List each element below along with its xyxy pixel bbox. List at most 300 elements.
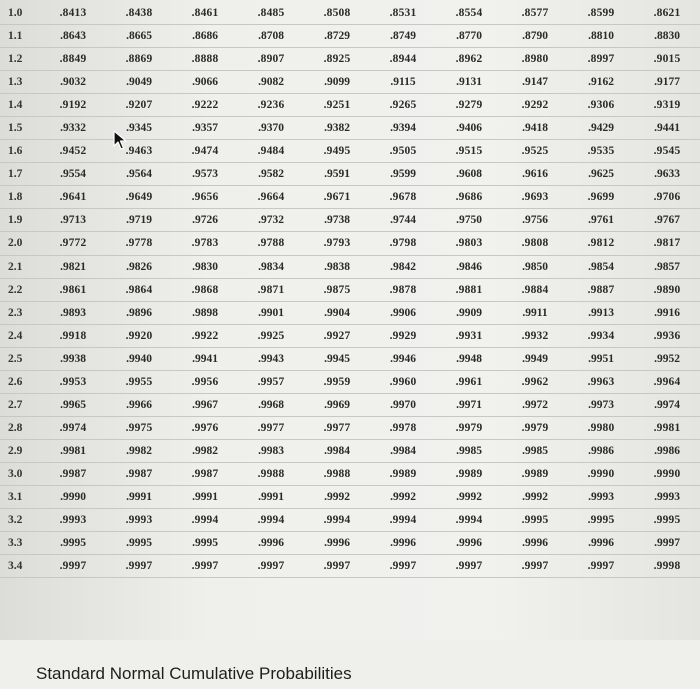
probability-cell: .9608 — [456, 168, 482, 181]
probability-cell: .9966 — [126, 398, 152, 411]
probability-cell: .9961 — [455, 375, 483, 388]
probability-cell: .9898 — [192, 306, 218, 319]
probability-cell: .9974 — [59, 421, 87, 434]
probability-cell: .8643 — [60, 30, 86, 43]
probability-cell: .9989 — [455, 467, 483, 480]
probability-cell: .9953 — [59, 375, 87, 388]
z-value-cell: 2.8 — [8, 421, 23, 434]
table-row — [0, 163, 700, 186]
probability-cell: .9495 — [323, 145, 351, 158]
probability-cell: .9778 — [125, 237, 153, 250]
probability-cell: .9706 — [653, 191, 681, 204]
probability-cell: .9987 — [191, 467, 219, 480]
probability-cell: .9909 — [456, 306, 482, 319]
z-value-cell: 2.5 — [8, 352, 23, 365]
probability-cell: .9162 — [588, 76, 614, 89]
probability-cell: .9744 — [390, 214, 416, 227]
probability-cell: .8708 — [258, 30, 284, 43]
probability-cell: .9969 — [324, 398, 350, 411]
probability-cell: .9994 — [191, 514, 219, 527]
probability-cell: .9875 — [323, 283, 351, 296]
probability-cell: .9738 — [324, 214, 350, 227]
probability-cell: .9986 — [654, 444, 680, 457]
probability-cell: .9952 — [654, 352, 680, 365]
probability-cell: .9535 — [587, 145, 615, 158]
probability-cell: .9931 — [455, 329, 483, 342]
probability-cell: .9406 — [456, 122, 482, 135]
probability-cell: .8962 — [455, 53, 483, 66]
probability-cell: .9429 — [588, 122, 614, 135]
table-row — [0, 347, 700, 370]
probability-cell: .9582 — [258, 168, 284, 181]
probability-cell: .9997 — [587, 560, 615, 573]
probability-cell: .9984 — [324, 444, 350, 457]
probability-cell: .9945 — [324, 352, 350, 365]
probability-cell: .9772 — [59, 237, 87, 250]
probability-cell: .9591 — [324, 168, 350, 181]
probability-cell: .9732 — [258, 214, 284, 227]
probability-cell: .9808 — [521, 237, 549, 250]
probability-cell: .9842 — [390, 260, 416, 273]
probability-cell: .8944 — [389, 53, 417, 66]
table-row — [0, 555, 700, 578]
probability-cell: .8869 — [125, 53, 153, 66]
probability-cell: .9995 — [521, 514, 549, 527]
probability-cell: .9871 — [257, 283, 285, 296]
probability-cell: .9817 — [653, 237, 681, 250]
probability-cell: .9418 — [522, 122, 548, 135]
probability-cell: .9693 — [521, 191, 549, 204]
probability-cell: .9963 — [587, 375, 615, 388]
standard-normal-table — [0, 2, 700, 578]
probability-cell: .9394 — [390, 122, 416, 135]
probability-cell: .8810 — [588, 30, 614, 43]
z-value-cell: 2.1 — [8, 260, 23, 273]
z-value-cell: 1.7 — [8, 168, 23, 181]
probability-cell: .9893 — [60, 306, 86, 319]
z-value-cell: 1.6 — [8, 145, 23, 158]
probability-cell: .8888 — [191, 53, 219, 66]
probability-cell: .9971 — [456, 398, 482, 411]
probability-cell: .9997 — [455, 560, 483, 573]
probability-cell: .9997 — [521, 560, 549, 573]
probability-cell: .9649 — [125, 191, 153, 204]
probability-cell: .9992 — [390, 491, 416, 503]
probability-cell: .9505 — [389, 145, 417, 158]
probability-cell: .9985 — [456, 444, 482, 457]
probability-cell: .9906 — [390, 306, 416, 319]
z-value-cell: 1.0 — [8, 7, 23, 20]
probability-cell: .9671 — [323, 191, 351, 204]
probability-cell: .9996 — [324, 537, 350, 550]
probability-cell: .9463 — [125, 145, 153, 158]
probability-cell: .9938 — [60, 352, 86, 365]
probability-cell: .9988 — [323, 467, 351, 480]
z-value-cell: 3.1 — [8, 491, 23, 503]
probability-cell: .8686 — [192, 30, 218, 43]
probability-cell: .9989 — [389, 467, 417, 480]
probability-cell: .9830 — [192, 260, 218, 273]
probability-cell: .9997 — [125, 560, 153, 573]
probability-cell: .9955 — [125, 375, 153, 388]
probability-cell: .9990 — [653, 467, 681, 480]
probability-cell: .9996 — [588, 537, 614, 550]
z-value-cell: 2.7 — [8, 398, 23, 411]
probability-cell: .9878 — [389, 283, 417, 296]
probability-cell: .9115 — [390, 76, 416, 89]
probability-cell: .9484 — [257, 145, 285, 158]
probability-cell: .9812 — [587, 237, 615, 250]
probability-cell: .9943 — [258, 352, 284, 365]
probability-cell: .9798 — [389, 237, 417, 250]
probability-cell: .9918 — [59, 329, 87, 342]
table-row — [0, 509, 700, 532]
probability-cell: .8790 — [522, 30, 548, 43]
probability-cell: .9913 — [588, 306, 614, 319]
probability-cell: .9838 — [324, 260, 350, 273]
probability-cell: .9989 — [521, 467, 549, 480]
probability-cell: .9996 — [258, 537, 284, 550]
probability-cell: .9992 — [456, 491, 482, 503]
z-value-cell: 2.0 — [8, 237, 23, 250]
probability-cell: .9997 — [191, 560, 219, 573]
probability-cell: .9992 — [522, 491, 548, 503]
probability-cell: .9678 — [389, 191, 417, 204]
probability-cell: .8485 — [257, 7, 285, 20]
table-row — [0, 324, 700, 347]
probability-cell: .9599 — [390, 168, 416, 181]
probability-cell: .9983 — [258, 444, 284, 457]
probability-cell: .9854 — [588, 260, 614, 273]
probability-cell: .9177 — [654, 76, 680, 89]
probability-cell: .9927 — [323, 329, 351, 342]
probability-cell: .9925 — [257, 329, 285, 342]
probability-cell: .9265 — [389, 99, 417, 112]
probability-cell: .9982 — [192, 444, 218, 457]
probability-cell: .9793 — [323, 237, 351, 250]
z-value-cell: 1.8 — [8, 191, 23, 204]
probability-cell: .9997 — [389, 560, 417, 573]
probability-cell: .9306 — [587, 99, 615, 112]
probability-cell: .8770 — [456, 30, 482, 43]
probability-cell: .9345 — [126, 122, 152, 135]
z-value-cell: 3.4 — [8, 560, 23, 573]
z-value-cell: 2.6 — [8, 375, 23, 388]
probability-cell: .9881 — [455, 283, 483, 296]
probability-cell: .9994 — [455, 514, 483, 527]
probability-cell: .9997 — [323, 560, 351, 573]
probability-cell: .9625 — [588, 168, 614, 181]
probability-cell: .9934 — [587, 329, 615, 342]
probability-cell: .9750 — [456, 214, 482, 227]
table-row — [0, 2, 700, 25]
probability-cell: .9656 — [191, 191, 219, 204]
probability-cell: .9887 — [587, 283, 615, 296]
probability-cell: .9977 — [323, 421, 351, 434]
z-value-cell: 2.9 — [8, 444, 23, 457]
probability-cell: .9981 — [653, 421, 681, 434]
probability-cell: .9370 — [258, 122, 284, 135]
probability-cell: .9994 — [323, 514, 351, 527]
probability-cell: .9192 — [59, 99, 87, 112]
probability-cell: .9788 — [257, 237, 285, 250]
table-row — [0, 209, 700, 232]
probability-cell: .9977 — [257, 421, 285, 434]
probability-cell: .9941 — [192, 352, 218, 365]
probability-cell: .9474 — [191, 145, 219, 158]
table-row — [0, 186, 700, 209]
probability-cell: .9996 — [456, 537, 482, 550]
table-row — [0, 140, 700, 163]
probability-cell: .9884 — [521, 283, 549, 296]
probability-cell: .9991 — [126, 491, 152, 503]
table-row — [0, 94, 700, 117]
probability-cell: .9995 — [653, 514, 681, 527]
probability-cell: .9756 — [522, 214, 548, 227]
probability-cell: .9834 — [258, 260, 284, 273]
probability-cell: .8554 — [455, 7, 483, 20]
probability-cell: .9890 — [653, 283, 681, 296]
probability-cell: .8980 — [521, 53, 549, 66]
probability-cell: .9985 — [522, 444, 548, 457]
probability-cell: .9996 — [390, 537, 416, 550]
probability-cell: .9987 — [125, 467, 153, 480]
probability-cell: .9573 — [192, 168, 218, 181]
table-row — [0, 117, 700, 140]
probability-cell: .8461 — [191, 7, 219, 20]
probability-cell: .9032 — [60, 76, 86, 89]
z-value-cell: 3.0 — [8, 467, 23, 480]
probability-cell: .9099 — [324, 76, 350, 89]
probability-cell: .9207 — [125, 99, 153, 112]
probability-cell: .9956 — [191, 375, 219, 388]
probability-cell: .9916 — [654, 306, 680, 319]
probability-cell: .9920 — [125, 329, 153, 342]
probability-cell: .9868 — [191, 283, 219, 296]
probability-cell: .8438 — [125, 7, 153, 20]
probability-cell: .9441 — [654, 122, 680, 135]
probability-cell: .9904 — [324, 306, 350, 319]
probability-cell: .9932 — [521, 329, 549, 342]
probability-cell: .9525 — [521, 145, 549, 158]
z-value-cell: 1.3 — [8, 76, 23, 89]
probability-cell: .9948 — [456, 352, 482, 365]
probability-cell: .9949 — [522, 352, 548, 365]
probability-cell: .9936 — [653, 329, 681, 342]
table-row — [0, 370, 700, 393]
probability-cell: .9641 — [59, 191, 87, 204]
probability-cell: .9545 — [653, 145, 681, 158]
table-row — [0, 255, 700, 278]
z-value-cell: 1.9 — [8, 214, 23, 227]
probability-cell: .9978 — [389, 421, 417, 434]
z-value-cell: 3.3 — [8, 537, 23, 550]
probability-cell: .9015 — [653, 53, 681, 66]
probability-cell: .9997 — [257, 560, 285, 573]
probability-cell: .9929 — [389, 329, 417, 342]
probability-cell: .8830 — [654, 30, 680, 43]
probability-cell: .9959 — [323, 375, 351, 388]
probability-cell: .8729 — [324, 30, 350, 43]
probability-cell: .9960 — [389, 375, 417, 388]
probability-cell: .9726 — [192, 214, 218, 227]
table-row — [0, 232, 700, 255]
probability-cell: .9975 — [125, 421, 153, 434]
probability-cell: .9699 — [587, 191, 615, 204]
probability-cell: .8749 — [390, 30, 416, 43]
z-value-cell: 2.3 — [8, 306, 23, 319]
probability-cell: .9957 — [257, 375, 285, 388]
probability-cell: .9761 — [588, 214, 614, 227]
probability-cell: .9515 — [455, 145, 483, 158]
table-row — [0, 48, 700, 71]
probability-cell: .9965 — [60, 398, 86, 411]
table-body — [0, 2, 700, 578]
probability-cell: .9686 — [455, 191, 483, 204]
probability-cell: .9826 — [126, 260, 152, 273]
probability-cell: .9993 — [125, 514, 153, 527]
probability-cell: .9972 — [522, 398, 548, 411]
probability-cell: .9994 — [389, 514, 417, 527]
probability-cell: .9066 — [192, 76, 218, 89]
probability-cell: .9452 — [59, 145, 87, 158]
probability-cell: .9382 — [324, 122, 350, 135]
probability-cell: .9970 — [390, 398, 416, 411]
probability-cell: .9767 — [654, 214, 680, 227]
probability-cell: .9991 — [258, 491, 284, 503]
probability-cell: .9564 — [126, 168, 152, 181]
probability-cell: .8621 — [653, 7, 681, 20]
z-value-cell: 2.2 — [8, 283, 23, 296]
table-row — [0, 25, 700, 48]
probability-cell: .9864 — [125, 283, 153, 296]
probability-cell: .9222 — [191, 99, 219, 112]
probability-cell: .9332 — [60, 122, 86, 135]
probability-cell: .9992 — [324, 491, 350, 503]
probability-cell: .9783 — [191, 237, 219, 250]
probability-cell: .9664 — [257, 191, 285, 204]
probability-cell: .9996 — [522, 537, 548, 550]
probability-cell: .9236 — [257, 99, 285, 112]
probability-cell: .9279 — [455, 99, 483, 112]
probability-cell: .9993 — [588, 491, 614, 503]
probability-cell: .8531 — [389, 7, 417, 20]
probability-cell: .9968 — [258, 398, 284, 411]
probability-cell: .8599 — [587, 7, 615, 20]
probability-cell: .9131 — [456, 76, 482, 89]
probability-cell: .9896 — [126, 306, 152, 319]
probability-table-container — [0, 2, 700, 578]
probability-cell: .9980 — [587, 421, 615, 434]
table-row — [0, 278, 700, 301]
table-caption: Standard Normal Cumulative Probabilities — [36, 664, 352, 683]
probability-cell: .9803 — [455, 237, 483, 250]
probability-cell: .9974 — [654, 398, 680, 411]
probability-cell: .9967 — [192, 398, 218, 411]
probability-cell: .9861 — [59, 283, 87, 296]
probability-cell: .9082 — [258, 76, 284, 89]
probability-cell: .9554 — [60, 168, 86, 181]
z-value-cell: 3.2 — [8, 514, 23, 527]
table-row — [0, 462, 700, 485]
table-row — [0, 71, 700, 94]
probability-cell: .9993 — [59, 514, 87, 527]
probability-cell: .9973 — [588, 398, 614, 411]
probability-cell: .9922 — [191, 329, 219, 342]
probability-cell: .9049 — [126, 76, 152, 89]
z-value-cell: 1.2 — [8, 53, 23, 66]
probability-cell: .9964 — [653, 375, 681, 388]
z-value-cell: 1.1 — [8, 30, 23, 43]
mouse-pointer-icon — [113, 130, 127, 150]
probability-cell: .9911 — [522, 306, 548, 319]
z-value-cell: 1.4 — [8, 99, 23, 112]
probability-cell: .9319 — [653, 99, 681, 112]
table-row — [0, 416, 700, 439]
z-value-cell: 1.5 — [8, 122, 23, 135]
probability-cell: .9990 — [60, 491, 86, 503]
probability-cell: .9993 — [654, 491, 680, 503]
probability-cell: .8925 — [323, 53, 351, 66]
probability-cell: .9633 — [654, 168, 680, 181]
probability-cell: .9292 — [521, 99, 549, 112]
probability-cell: .8665 — [126, 30, 152, 43]
probability-cell: .9994 — [257, 514, 285, 527]
probability-cell: .9821 — [60, 260, 86, 273]
probability-cell: .9998 — [653, 560, 681, 573]
probability-cell: .9147 — [522, 76, 548, 89]
table-row — [0, 485, 700, 508]
probability-cell: .8413 — [59, 7, 87, 20]
probability-cell: .8997 — [587, 53, 615, 66]
probability-cell: .9990 — [587, 467, 615, 480]
probability-cell: .9616 — [522, 168, 548, 181]
probability-cell: .9946 — [390, 352, 416, 365]
table-row — [0, 439, 700, 462]
probability-cell: .9995 — [192, 537, 218, 550]
probability-cell: .9962 — [521, 375, 549, 388]
probability-cell: .9719 — [126, 214, 152, 227]
probability-cell: .9951 — [588, 352, 614, 365]
probability-cell: .9995 — [60, 537, 86, 550]
probability-cell: .9984 — [390, 444, 416, 457]
probability-cell: .9846 — [456, 260, 482, 273]
table-row — [0, 393, 700, 416]
probability-cell: .9997 — [59, 560, 87, 573]
probability-cell: .9981 — [60, 444, 86, 457]
probability-cell: .9857 — [654, 260, 680, 273]
probability-cell: .9850 — [522, 260, 548, 273]
probability-cell: .9986 — [588, 444, 614, 457]
table-row — [0, 301, 700, 324]
probability-cell: .9995 — [587, 514, 615, 527]
probability-cell: .9976 — [191, 421, 219, 434]
probability-cell: .9251 — [323, 99, 351, 112]
probability-cell: .8849 — [59, 53, 87, 66]
probability-cell: .8577 — [521, 7, 549, 20]
table-row — [0, 532, 700, 555]
probability-cell: .8907 — [257, 53, 285, 66]
probability-cell: .9979 — [455, 421, 483, 434]
z-value-cell: 2.4 — [8, 329, 23, 342]
probability-cell: .9713 — [60, 214, 86, 227]
probability-cell: .9987 — [59, 467, 87, 480]
probability-cell: .9988 — [257, 467, 285, 480]
probability-cell: .9940 — [126, 352, 152, 365]
probability-cell: .9357 — [192, 122, 218, 135]
probability-cell: .9995 — [126, 537, 152, 550]
probability-cell: .9997 — [654, 537, 680, 550]
